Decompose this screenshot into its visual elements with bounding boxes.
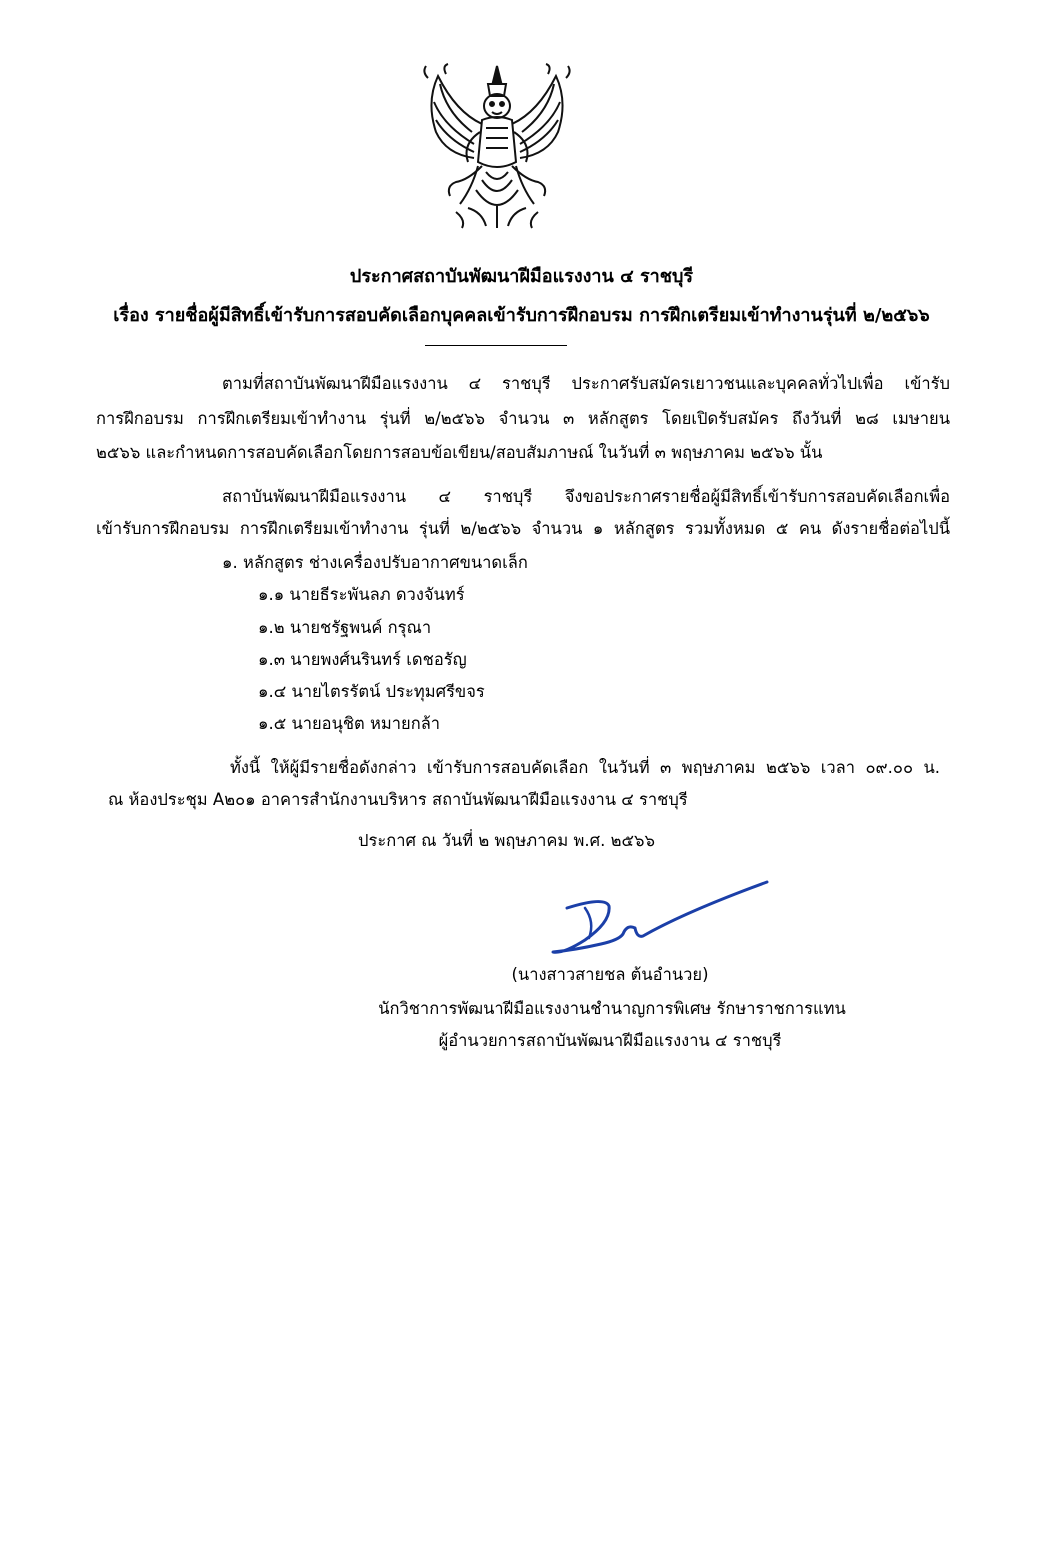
paragraph-2-line-1: สถาบันพัฒนาฝีมือแรงงาน ๔ ราชบุรี จึงขอประกาศรายชื่อผู้มีสิทธิ์เข้ารับการสอบคัดเลือกเพื่อ <box>222 487 950 506</box>
list-item: ๑.๑ นายธีระพันลภ ดวงจันทร์ <box>258 585 465 604</box>
paragraph-1-line-1: ตามที่สถาบันพัฒนาฝีมือแรงงาน ๔ ราชบุรี ประกาศรับสมัครเยาวชนและบุคคลทั่วไปเพื่อ เข้ารับ <box>222 374 950 393</box>
signatory-name: (นางสาวสายชล ต้นอำนวย) <box>511 965 709 984</box>
garuda-emblem-icon <box>416 62 578 230</box>
paragraph-1-line-2: การฝึกอบรม การฝึกเตรียมเข้าทำงาน รุ่นที่ ๒/๒๕๖๖ จำนวน ๓ หลักสูตร โดยเปิดรับสมัคร ถึงวันที่ ๒๘ เมษายน <box>96 409 950 428</box>
announcement-date: ประกาศ ณ วันที่ ๒ พฤษภาคม พ.ศ. ๒๕๖๖ <box>358 831 655 850</box>
paragraph-1-line-3: ๒๕๖๖ และกำหนดการสอบคัดเลือกโดยการสอบข้อเขียน/สอบสัมภาษณ์ ในวันที่ ๓ พฤษภาคม ๒๕๖๖ นั้น <box>96 443 823 462</box>
list-item: ๑.๓ นายพงศ์นรินทร์ เดชอรัญ <box>258 650 467 669</box>
title-divider <box>425 345 567 346</box>
signatory-position: นักวิชาการพัฒนาฝีมือแรงงานชำนาญการพิเศษ รักษาราชการแทน <box>378 999 846 1018</box>
paragraph-2-line-2: เข้ารับการฝึกอบรม การฝึกเตรียมเข้าทำงาน รุ่นที่ ๒/๒๕๖๖ จำนวน ๑ หลักสูตร รวมทั้งหมด ๕ คน ดังรายชื่อต่อไปนี้ <box>96 519 950 538</box>
list-item: ๑.๒ นายชรัฐพนค์ กรุณา <box>258 618 432 637</box>
signature-image <box>545 878 770 964</box>
closing-line-1: ทั้งนี้ ให้ผู้มีรายชื่อดังกล่าว เข้ารับการสอบคัดเลือก ในวันที่ ๓ พฤษภาคม ๒๕๖๖ เวลา ๐๙.๐๐ น. <box>230 758 940 777</box>
document-title: ประกาศสถาบันพัฒนาฝีมือแรงงาน ๔ ราชบุรี <box>349 266 694 287</box>
list-item: ๑.๔ นายไตรรัตน์ ประทุมศรีขจร <box>258 682 485 701</box>
list-item: ๑.๕ นายอนุชิต หมายกล้า <box>258 714 441 733</box>
course-heading: ๑. หลักสูตร ช่างเครื่องปรับอากาศขนาดเล็ก <box>222 553 528 572</box>
closing-line-2: ณ ห้องประชุม A๒๐๑ อาคารสำนักงานบริหาร สถาบันพัฒนาฝีมือแรงงาน ๔ ราชบุรี <box>108 790 688 809</box>
document-subject: เรื่อง รายชื่อผู้มีสิทธิ์เข้ารับการสอบคัดเลือกบุคคลเข้ารับการฝึกอบรม การฝึกเตรียมเข้าทำงานรุ่นที่ ๒/๒๕๖๖ <box>113 305 930 326</box>
signatory-role: ผู้อำนวยการสถาบันพัฒนาฝีมือแรงงาน ๔ ราชบุรี <box>438 1031 782 1050</box>
